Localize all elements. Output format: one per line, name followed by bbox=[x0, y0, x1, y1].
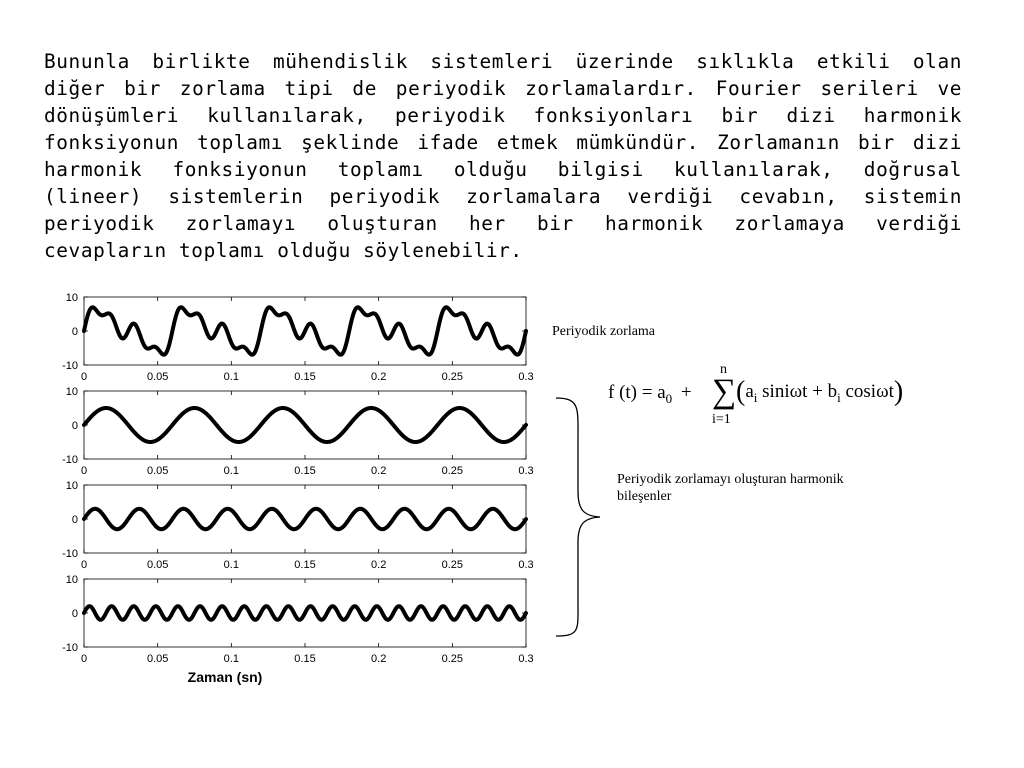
x-tick-label: 0.05 bbox=[146, 465, 169, 477]
x-tick-label: 0.25 bbox=[441, 653, 464, 665]
sum-upper-limit: n bbox=[720, 362, 727, 377]
formula-rhs: ($a_i$ $\sin i\omega t + b_i$ cosiωt) bbox=[736, 376, 904, 407]
x-tick-label: 0.3 bbox=[518, 465, 534, 477]
formula-lhs: f $(t) = a_0$ + bbox=[608, 382, 692, 406]
y-tick-label: 10 bbox=[65, 292, 78, 304]
x-tick-label: 0.2 bbox=[371, 559, 387, 571]
x-tick-label: 0 bbox=[80, 465, 88, 477]
x-tick-label: 0.25 bbox=[441, 559, 464, 571]
plot-1-waveform bbox=[84, 307, 526, 354]
fourier-series-formula bbox=[608, 364, 968, 434]
y-tick-label: 10 bbox=[65, 574, 78, 586]
x-tick-label: 0.1 bbox=[223, 653, 239, 665]
x-tick-label: 0.3 bbox=[518, 653, 534, 665]
x-axis-label: Zaman (sn) bbox=[187, 669, 263, 685]
sum-sign: ∑ bbox=[712, 373, 737, 410]
intro-paragraph: Bununla birlikte mühendislik sistemleri üzerinde sıklıkla etkili olan diğer bir zorlama tipi de periyodik zorlamalardır. Fourier serileri ve dönüşümleri kullanılarak, periyodik fonksiyonları bir dizi harmonik fonksiyonun toplamı şeklinde ifade etmek mümkündür. Zorlamanın bir dizi harmonik fonksiyonun toplamı olduğu bilgisi kullanılarak, doğrusal (lineer) sistemlerin periyodik zorlamalara verdiği cevabın, sistemin periyodik zorlamayı oluşturan her bir harmonik zorlamaya verdiği cevapların toplamı olduğu söylenebilir. bbox=[44, 50, 962, 262]
x-tick-label: 0.3 bbox=[518, 371, 534, 383]
x-tick-label: 0.2 bbox=[371, 653, 387, 665]
y-tick-label: -10 bbox=[62, 642, 78, 654]
x-tick-label: 0.15 bbox=[294, 559, 316, 571]
y-tick-label: 0 bbox=[71, 420, 78, 432]
x-tick-label: 0.1 bbox=[223, 371, 239, 383]
x-tick-label: 0 bbox=[80, 653, 88, 665]
plot-2-waveform bbox=[84, 408, 526, 442]
x-tick-label: 0 bbox=[80, 559, 88, 571]
y-tick-label: 0 bbox=[71, 608, 78, 620]
x-tick-label: 0.15 bbox=[294, 653, 316, 665]
x-tick-label: 0.3 bbox=[518, 559, 534, 571]
x-tick-label: 0.25 bbox=[441, 465, 464, 477]
y-tick-label: 10 bbox=[65, 386, 78, 398]
x-tick-label: 0.05 bbox=[146, 559, 169, 571]
x-tick-label: 0.15 bbox=[294, 465, 316, 477]
y-tick-label: 0 bbox=[71, 514, 78, 526]
x-tick-label: 0.2 bbox=[371, 465, 387, 477]
plot-4-waveform bbox=[84, 606, 526, 620]
x-tick-label: 0.1 bbox=[223, 559, 239, 571]
x-tick-label: 0.25 bbox=[441, 371, 464, 383]
plot-3-waveform bbox=[84, 509, 526, 529]
harmonic-components-label: Periyodik zorlamayı oluşturan harmonik bileşenler bbox=[617, 472, 844, 504]
periodic-forcing-label: Periyodik zorlama bbox=[552, 324, 656, 339]
y-tick-label: 0 bbox=[71, 326, 78, 338]
x-tick-label: 0.15 bbox=[294, 371, 316, 383]
curly-brace bbox=[556, 398, 600, 636]
x-tick-label: 0.05 bbox=[146, 371, 169, 383]
y-tick-label: -10 bbox=[62, 548, 78, 560]
x-tick-label: 0.2 bbox=[371, 371, 387, 383]
x-tick-label: 0.05 bbox=[146, 653, 169, 665]
x-tick-label: 0.1 bbox=[223, 465, 239, 477]
y-tick-label: -10 bbox=[62, 454, 78, 466]
sum-lower-limit: i=1 bbox=[712, 412, 731, 427]
x-tick-label: 0 bbox=[80, 371, 88, 383]
y-tick-label: 10 bbox=[65, 480, 78, 492]
y-tick-label: -10 bbox=[62, 360, 78, 372]
